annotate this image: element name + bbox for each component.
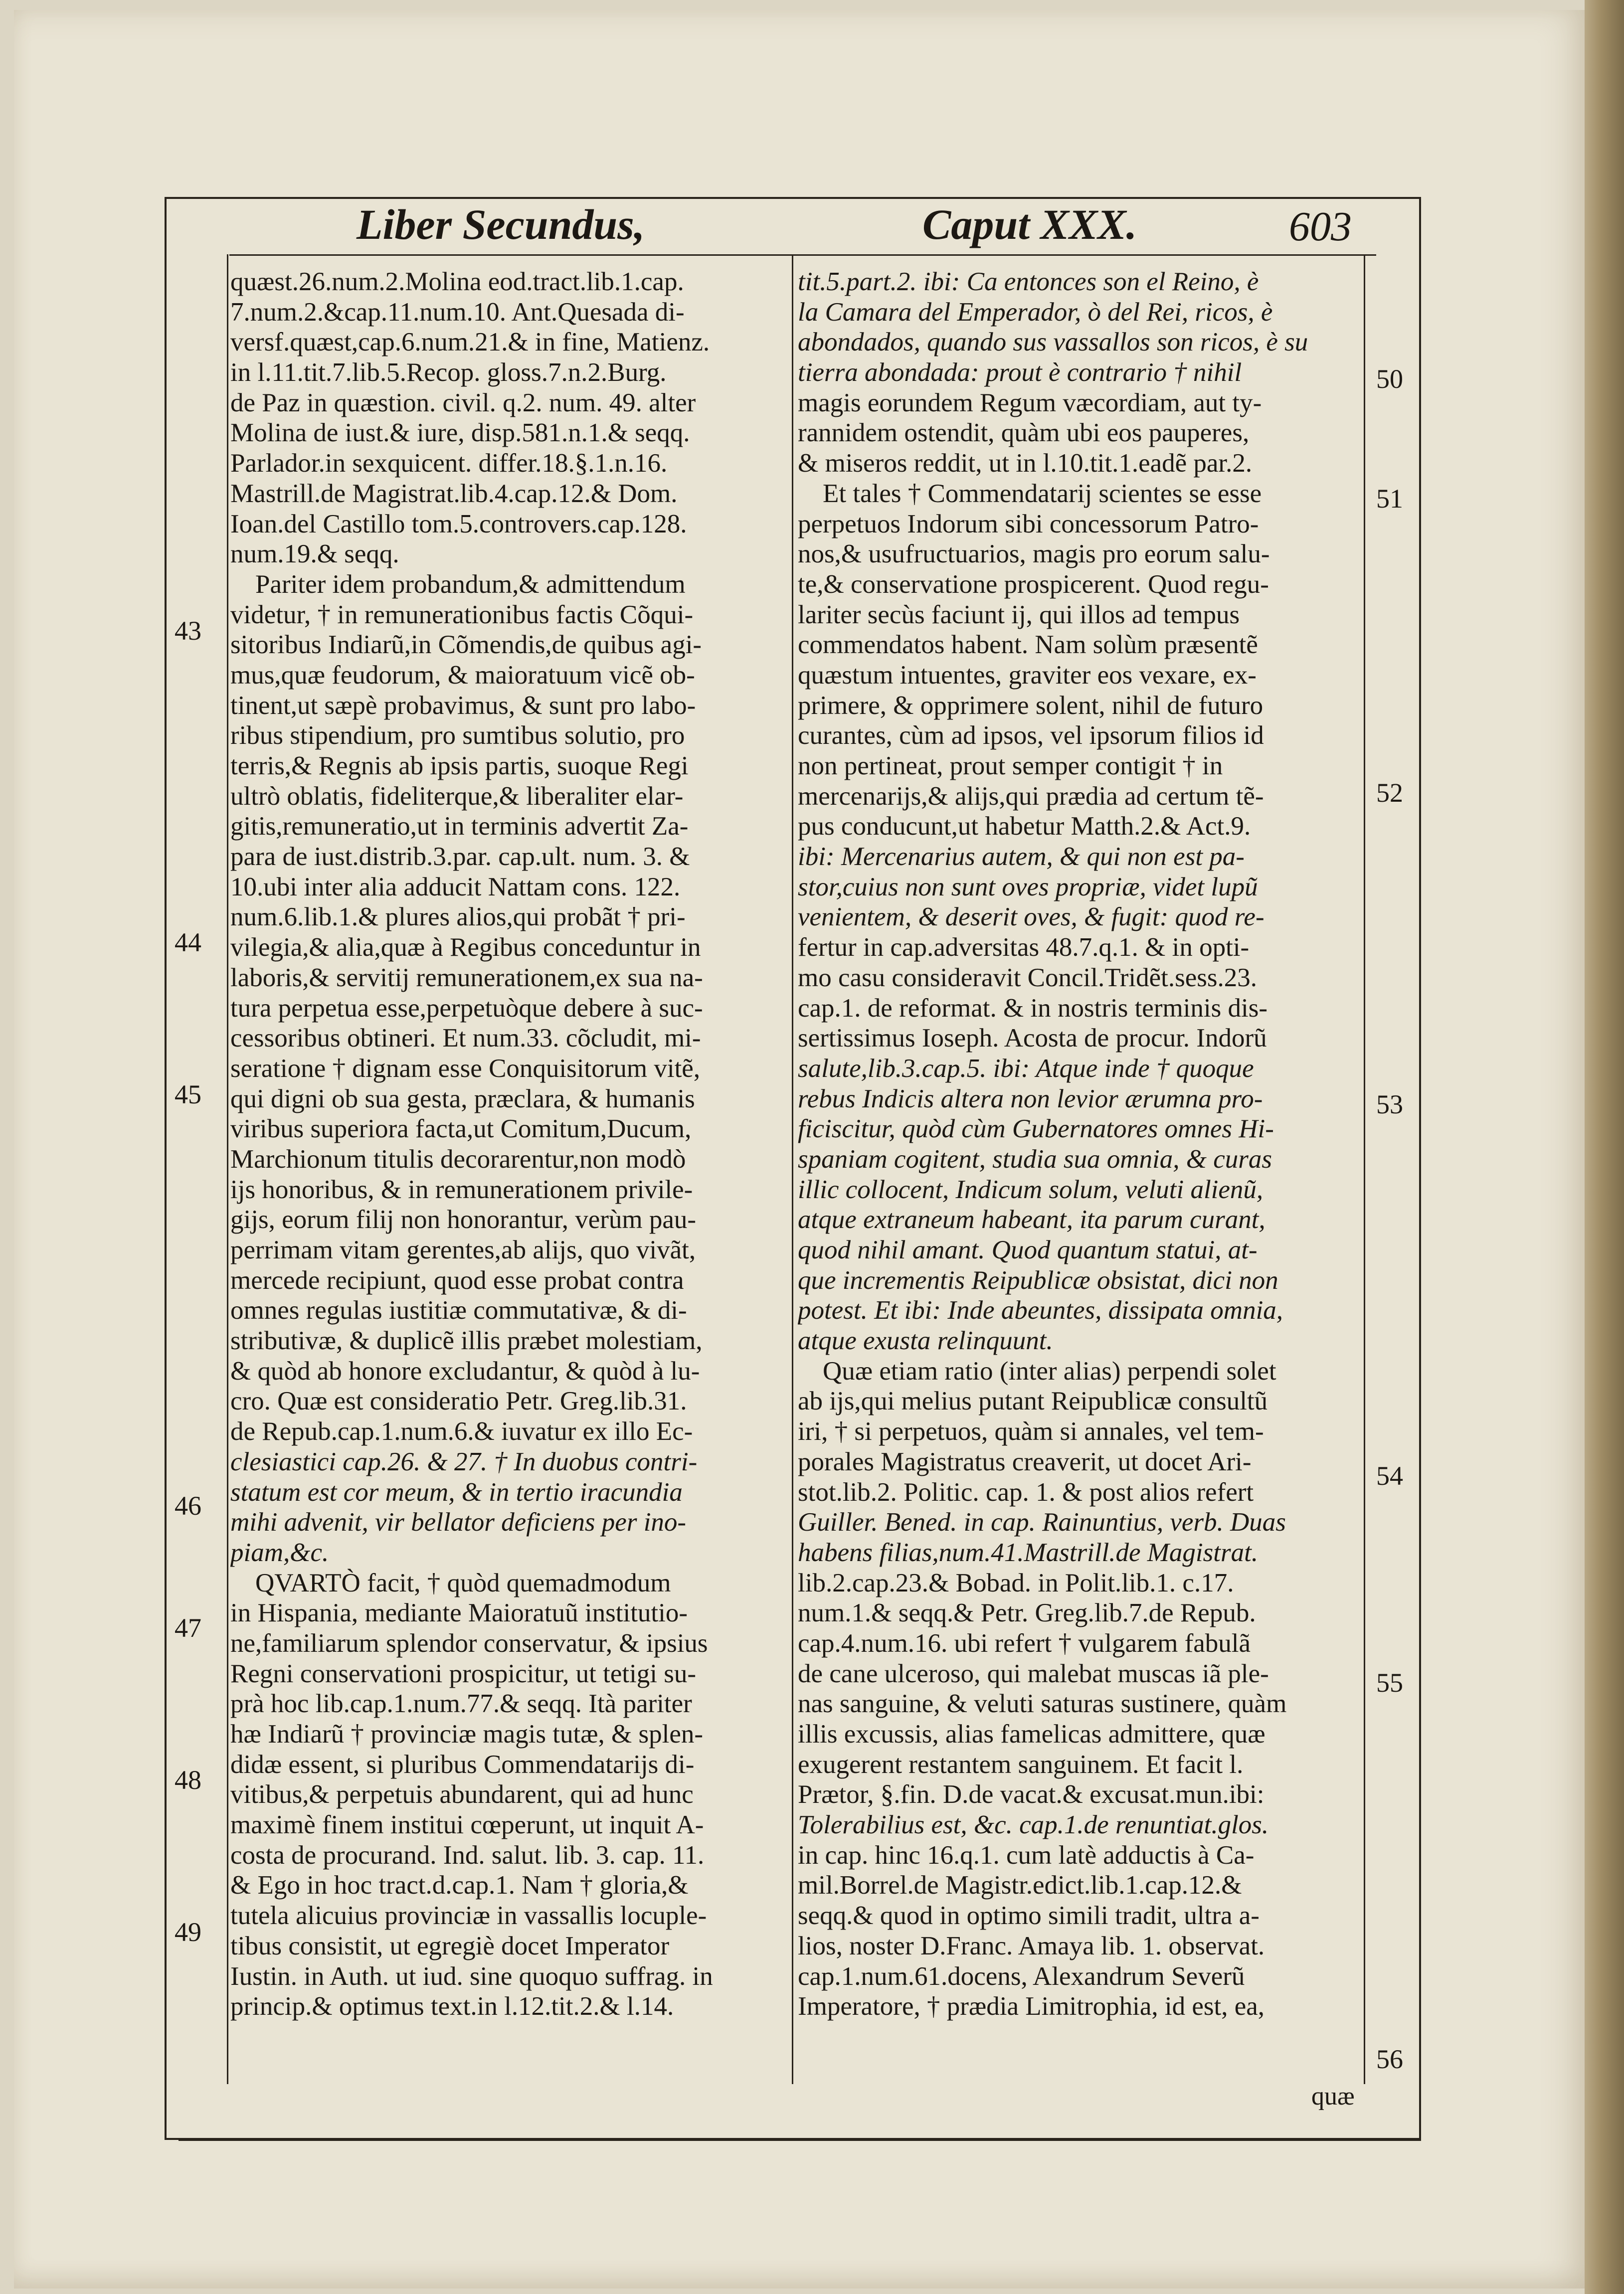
margin-number: 44 (175, 927, 201, 957)
text-line: QVARTÒ facit, † quòd quemadmodum (255, 1568, 671, 1597)
text-line: seratione † dignam esse Conquisitorum vitẽ, (230, 1054, 701, 1083)
margin-number: 56 (1376, 2044, 1403, 2074)
text-line: seqq.& quod in optimo simili tradit, ultra a- (798, 1901, 1260, 1931)
text-line: iri, † si perpetuos, quàm si annales, vel tem- (798, 1417, 1264, 1446)
text-line: 7.num.2.&cap.11.num.10. Ant.Quesada di- (230, 297, 685, 327)
running-head-left: Liber Secundus, (357, 200, 645, 248)
text-line: piam,&c. (230, 1538, 329, 1567)
text-line: sitoribus Indiarũ,in Cõmendis,de quibus agi- (230, 630, 702, 660)
text-line: la Camara del Emperador, ò del Rei, ricos, è (798, 297, 1273, 327)
text-line: princip.& optimus text.in l.12.tit.2.& l.14. (230, 1992, 674, 2021)
text-line: Prætor, §.fin. D.de vacat.& excusat.mun.ibi: (798, 1780, 1264, 1809)
text-line: stor,cuius non sunt oves propriæ, videt lupũ (798, 872, 1258, 901)
text-line: maximè finem institui cœperunt, ut inquit A- (230, 1810, 704, 1840)
text-line: qui digni ob sua gesta, præclara, & humanis (230, 1084, 695, 1113)
text-line: Iustin. in Auth. ut iud. sine quoquo suffrag. in (230, 1961, 713, 1991)
text-line: ijs honoribus, & in remunerationem privile- (230, 1175, 693, 1204)
text-line: terris,& Regnis ab ipsis partis, suoque Regi (230, 751, 689, 780)
text-line: statum est cor meum, & in tertio iracundia (230, 1477, 683, 1507)
text-line: primere, & opprimere solent, nihil de futuro (798, 691, 1263, 720)
text-line: tura perpetua esse,perpetuòque debere à suc- (230, 993, 703, 1023)
text-line: habens filias,num.41.Mastrill.de Magistrat. (798, 1538, 1259, 1567)
text-line: nos,& usufructuarios, magis pro eorum salu- (798, 539, 1270, 569)
text-line: Mastrill.de Magistrat.lib.4.cap.12.& Dom. (230, 479, 678, 508)
text-line: cap.1. de reformat. & in nostris terminis dis- (798, 993, 1268, 1023)
text-line: 10.ubi inter alia adducit Nattam cons. 122. (230, 872, 681, 901)
text-line: spaniam cogitent, studia sua omnia, & curas (798, 1144, 1272, 1174)
text-line: viribus superiora facta,ut Comitum,Ducum, (230, 1114, 692, 1144)
text-line: num.19.& seqq. (230, 539, 399, 569)
text-line: tit.5.part.2. ibi: Ca entonces son el Reino, è (798, 267, 1259, 296)
text-line: Pariter idem probandum,& admittendum (255, 569, 686, 599)
text-line: versf.quæst,cap.6.num.21.& in fine, Matienz. (230, 328, 710, 357)
margin-number: 43 (175, 616, 201, 646)
header-rule (229, 254, 1376, 256)
page-number: 603 (1289, 203, 1352, 250)
text-line: cro. Quæ est consideratio Petr. Greg.lib.31. (230, 1387, 687, 1416)
margin-number: 55 (1376, 1668, 1403, 1698)
text-line: rebus Indicis altera non levior ærumna pro- (798, 1084, 1263, 1113)
text-line: de Repub.cap.1.num.6.& iuvatur ex illo Ec- (230, 1417, 693, 1446)
text-line: mus,quæ feudorum, & maioratuum vicẽ ob- (230, 660, 695, 690)
text-line: atque exusta relinquunt. (798, 1326, 1053, 1356)
text-line: tinent,ut sæpè probavimus, & sunt pro labo- (230, 691, 696, 720)
text-line: gitis,remuneratio,ut in terminis advertit Za- (230, 812, 689, 841)
text-line: lariter secùs faciunt ij, qui illos ad tempus (798, 600, 1240, 629)
text-line: fertur in cap.adversitas 48.7.q.1. & in opti- (798, 933, 1250, 962)
text-line: & miseros reddit, ut in l.10.tit.1.eadẽ par.2. (798, 449, 1253, 478)
text-line: Parlador.in sexquicent. differ.18.§.1.n.16. (230, 449, 668, 478)
text-line: stot.lib.2. Politic. cap. 1. & post alios refert (798, 1477, 1254, 1507)
text-line: tierra abondada: prout è contrario † nihil (798, 358, 1242, 387)
margin-number: 49 (175, 1917, 201, 1947)
catchword: quæ (1311, 2082, 1355, 2111)
text-line: perrimam vitam gerentes,ab alijs, quo vivãt, (230, 1235, 696, 1264)
text-line: & quòd ab honore excludantur, & quòd à lu- (230, 1356, 700, 1386)
text-line: salute,lib.3.cap.5. ibi: Atque inde † quoque (798, 1054, 1254, 1083)
text-line: venientem, & deserit oves, & fugit: quod re- (798, 902, 1264, 932)
margin-number: 51 (1376, 484, 1403, 514)
text-line: tibus consistit, ut egregiè docet Imperator (230, 1931, 670, 1960)
text-line: Ioan.del Castillo tom.5.controvers.cap.128. (230, 509, 687, 538)
text-line: Quæ etiam ratio (inter alias) perpendi solet (823, 1356, 1276, 1386)
column-divider (792, 254, 793, 2084)
page-gutter (1585, 0, 1624, 2294)
text-line: lios, noster D.Franc. Amaya lib. 1. observat. (798, 1931, 1265, 1960)
margin-number: 52 (1376, 778, 1403, 808)
text-line: mihi advenit, vir bellator deficiens per ino- (230, 1508, 687, 1537)
text-line: commendatos habent. Nam solùm præsentẽ (798, 630, 1258, 660)
text-line: mo casu consideravit Concil.Tridẽt.sess.23. (798, 963, 1258, 992)
text-line: Imperatore, † prædia Limitrophia, id est, ea, (798, 1992, 1265, 2021)
text-line: illis excussis, alias famelicas admittere, quæ (798, 1720, 1265, 1749)
text-line: curantes, cùm ad ipsos, vel ipsorum filios id (798, 721, 1264, 750)
text-line: & Ego in hoc tract.d.cap.1. Nam † gloria,& (230, 1871, 689, 1900)
text-line: num.6.lib.1.& plures alios,qui probãt † pri- (230, 902, 686, 932)
text-line: nas sanguine, & veluti saturas sustinere, quàm (798, 1689, 1287, 1719)
margin-number: 53 (1376, 1089, 1403, 1119)
left-text-column (230, 267, 789, 2022)
text-line: clesiastici cap.26. & 27. † In duobus contri- (230, 1447, 698, 1476)
text-line: gijs, eorum filij non honorantur, verùm pau- (230, 1205, 697, 1235)
text-line: quæstum intuentes, graviter eos vexare, ex- (798, 660, 1257, 690)
text-line: Marchionum titulis decorarentur,non modò (230, 1144, 686, 1174)
text-line: rannidem ostendit, quàm ubi eos pauperes, (798, 418, 1250, 448)
text-line: num.1.& seqq.& Petr. Greg.lib.7.de Repub. (798, 1598, 1256, 1628)
text-line: abondados, quando sus vassallos son ricos, è su (798, 328, 1308, 357)
running-head-center: Caput XXX. (922, 200, 1137, 248)
text-line: lib.2.cap.23.& Bobad. in Polit.lib.1. c.17. (798, 1568, 1234, 1597)
text-line: ficiscitur, quòd cùm Gubernatores omnes Hi- (798, 1114, 1274, 1144)
text-line: didæ essent, si pluribus Commendatarijs di- (230, 1750, 695, 1779)
text-line: cessoribus obtineri. Et num.33. cõcludit, mi- (230, 1024, 701, 1053)
text-line: mil.Borrel.de Magistr.edict.lib.1.cap.12.& (798, 1871, 1242, 1900)
text-line: Molina de iust.& iure, disp.581.n.1.& seqq. (230, 418, 690, 448)
margin-number: 54 (1376, 1461, 1403, 1491)
text-line: quod nihil amant. Quod quantum statui, at- (798, 1235, 1258, 1264)
text-line: Tolerabilius est, &c. cap.1.de renuntiat.glos. (798, 1810, 1269, 1840)
text-line: potest. Et ibi: Inde abeuntes, dissipata omnia, (798, 1296, 1283, 1325)
margin-number: 48 (175, 1765, 201, 1795)
text-line: in Hispania, mediante Maioratuũ institutio- (230, 1598, 688, 1628)
text-line: ne,familiarum splendor conservatur, & ipsius (230, 1628, 708, 1658)
text-line: omnes regulas iustitiæ commutativæ, & di- (230, 1296, 687, 1325)
text-line: para de iust.distrib.3.par. cap.ult. num. 3. & (230, 842, 690, 872)
text-line: te,& conservatione prospicerent. Quod regu- (798, 569, 1269, 599)
text-line: stributivæ, & duplicẽ illis præbet molestiam, (230, 1326, 703, 1356)
text-line: cap.1.num.61.docens, Alexandrum Severũ (798, 1961, 1245, 1991)
text-line: Et tales † Commendatarij scientes se esse (823, 479, 1262, 508)
text-line: de Paz in quæstion. civil. q.2. num. 49. alter (230, 388, 696, 417)
text-line: vitibus,& perpetuis abundarent, qui ad hunc (230, 1780, 694, 1809)
text-line: perpetuos Indorum sibi concessorum Patro- (798, 509, 1259, 538)
text-line: in l.11.tit.7.lib.5.Recop. gloss.7.n.2.Burg. (230, 358, 667, 387)
margin-number: 46 (175, 1491, 201, 1521)
text-line: laboris,& servitij remunerationem,ex sua na- (230, 963, 703, 992)
right-column-rule (1364, 254, 1365, 2084)
margin-number: 45 (175, 1079, 201, 1109)
text-line: que incrementis Reipublicæ obsistat, dici non (798, 1265, 1278, 1295)
text-line: non pertineat, prout semper contigit † in (798, 751, 1223, 780)
text-line: cap.4.num.16. ubi refert † vulgarem fabulã (798, 1628, 1251, 1658)
text-line: ultrò oblatis, fideliterque,& liberaliter elar- (230, 781, 684, 811)
left-column-rule (227, 254, 228, 2084)
text-line: tutela alicuius provinciæ in vassallis locuple- (230, 1901, 707, 1931)
text-line: vilegia,& alia,quæ à Regibus conceduntur in (230, 933, 701, 962)
text-line: Regni conservationi prospicitur, ut tetigi su- (230, 1659, 697, 1688)
text-line: sertissimus Ioseph. Acosta de procur. Indorũ (798, 1024, 1267, 1053)
text-line: porales Magistratus creaverit, ut docet Ari- (798, 1447, 1252, 1476)
text-line: mercede recipiunt, quod esse probat contra (230, 1265, 684, 1295)
margin-number: 47 (175, 1613, 201, 1643)
text-line: quæst.26.num.2.Molina eod.tract.lib.1.cap. (230, 267, 684, 296)
text-line: pus conducunt,ut habetur Matth.2.& Act.9. (798, 812, 1251, 841)
text-line: atque extraneum habeant, ita parum curant, (798, 1205, 1265, 1235)
text-line: in cap. hinc 16.q.1. cum latè adductis à Ca- (798, 1840, 1255, 1870)
right-text-column (798, 267, 1360, 2022)
text-line: prà hoc lib.cap.1.num.77.& seqq. Ità pariter (230, 1689, 692, 1719)
text-line: hæ Indiarũ † provinciæ magis tutæ, & splen- (230, 1720, 704, 1749)
text-line: ribus stipendium, pro sumtibus solutio, pro (230, 721, 685, 750)
text-line: ab ijs,qui melius putant Reipublicæ consultũ (798, 1387, 1268, 1416)
text-line: ibi: Mercenarius autem, & qui non est pa- (798, 842, 1245, 872)
frame-bottom-rule (179, 2139, 1421, 2141)
text-line: mercenarijs,& alijs,qui prædia ad certum tẽ- (798, 781, 1264, 811)
text-line: costa de procurand. Ind. salut. lib. 3. cap. 11. (230, 1840, 705, 1870)
text-line: exugerent restantem sanguinem. Et facit l. (798, 1750, 1244, 1779)
text-line: Guiller. Bened. in cap. Rainuntius, verb. Duas (798, 1508, 1286, 1537)
margin-number: 50 (1376, 364, 1403, 394)
text-line: videtur, † in remunerationibus factis Cõqui- (230, 600, 694, 629)
text-line: magis eorundem Regum væcordiam, aut ty- (798, 388, 1262, 417)
text-line: de cane ulceroso, qui malebat muscas iã ple- (798, 1659, 1269, 1688)
text-line: illic collocent, Indicum solum, veluti alienũ, (798, 1175, 1263, 1204)
